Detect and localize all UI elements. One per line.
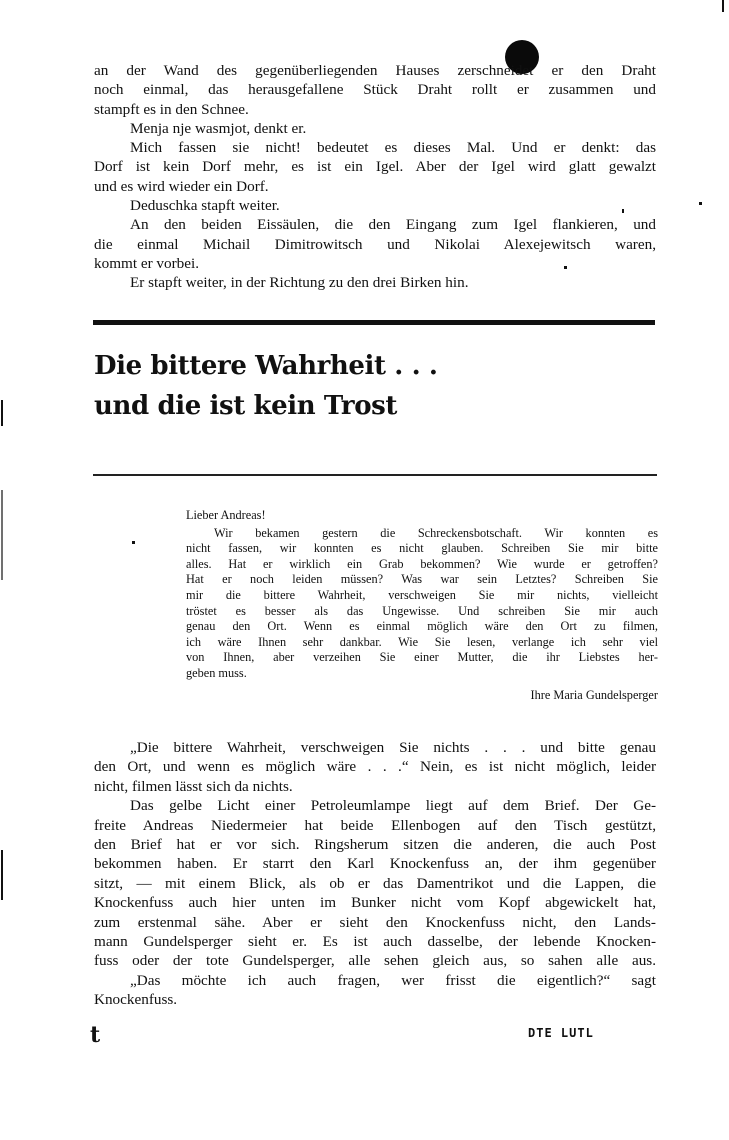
text-line: Das gelbe Licht einer Petroleumlampe liegt auf dem Brief. Der Ge- — [130, 797, 656, 815]
text-line: stampft es in den Schnee. — [94, 100, 249, 118]
edge-mark-left-2 — [1, 490, 3, 580]
bottom-paragraph-1 — [94, 738, 656, 796]
text-line: Menja nje wasmjot, denkt er. — [130, 119, 307, 137]
letter-line: genau den Ort. Wenn es einmal möglich wäre den Ort zu filmen, — [186, 619, 658, 634]
letter-salutation: Lieber Andreas! — [186, 508, 266, 522]
letter-signature: Ihre Maria Gundelsperger — [530, 687, 658, 702]
text-line: „Die bittere Wahrheit, verschweigen Sie nichts . . . und bitte genau — [130, 739, 656, 756]
text-line: Er stapft weiter, in der Richtung zu den drei Birken hin. — [130, 274, 469, 292]
section-rule-thick — [93, 320, 655, 325]
chapter-heading-line-1: Die bittere Wahrheit . . . — [94, 351, 438, 381]
text-line: Deduschka stapft weiter. — [130, 197, 280, 215]
text-line: Knockenfuss auch hier unten im Bunker nicht vom Kopf abgewickelt hat, — [94, 894, 656, 912]
text-line: An den beiden Eissäulen, die den Eingang zum Igel flankieren, und — [130, 216, 656, 234]
letter-line: von Ihnen, aber verzeihen Sie einer Mutter, die ihr Liebstes her- — [186, 650, 658, 665]
bottom-paragraph-3 — [94, 971, 656, 1010]
text-line: den Brief hat er vor sich. Ringsherum sitzen die anderen, die auch Post — [94, 835, 656, 853]
edge-mark-left-1 — [1, 400, 3, 426]
edge-mark-top — [722, 0, 724, 12]
text-line: nicht, filmen lässt sich da nichts. — [94, 777, 293, 795]
top-paragraph-2 — [94, 119, 656, 138]
text-line: und es wird wieder ein Dorf. — [94, 177, 269, 195]
edge-mark-left-3 — [1, 850, 3, 900]
text-line: noch einmal, das herausgefallene Stück Draht rollt er zusammen und — [94, 81, 656, 99]
text-line: bekommen haben. Er starrt den Karl Knockenfuss an, der ihm gegenüber — [94, 855, 656, 873]
top-text-block — [94, 61, 656, 293]
letter-line: mir die bittere Wahrheit, verschweigen Sie mir nichts, vielleicht — [186, 587, 658, 602]
top-paragraph-1 — [94, 61, 656, 119]
text-line: Mich fassen sie nicht! bedeutet es dieses Mal. Und er denkt: das — [130, 139, 656, 157]
bottom-paragraph-2 — [94, 796, 656, 971]
text-line: an der Wand des gegenüberliegenden Hauses zerschneidet er den Draht — [94, 62, 656, 79]
top-paragraph-5 — [94, 215, 656, 273]
text-line: zum erstenmal sähe. Aber er sieht den Knockenfuss nicht, den Lands- — [94, 913, 656, 931]
text-line: „Das möchte ich auch fragen, wer frisst die eigentlich?“ sagt — [130, 971, 656, 989]
speck-1 — [699, 202, 702, 205]
chapter-heading — [94, 346, 654, 426]
top-paragraph-4 — [94, 196, 656, 215]
letter-line: Wir bekamen gestern die Schreckensbotschaft. Wir konnten es — [214, 525, 658, 540]
text-line: mann Gundelsperger sieht er. Es ist auch dasselbe, der lebende Knocken- — [94, 932, 656, 950]
text-line: Knockenfuss. — [94, 991, 178, 1009]
letter-line: tröstet es besser als das Ungewisse. Und schreiben Sie mir auch — [186, 603, 658, 618]
letter-line: ich wäre Ihnen sehr dankbar. Wie Sie lesen, verlange ich sehr viel — [186, 634, 658, 649]
chapter-heading-line-2: und die ist kein Trost — [94, 391, 397, 421]
letter-line: Hat er noch leiden müssen? Was war sein Letztes? Schreiben Sie — [186, 572, 658, 587]
section-rule-thin — [93, 474, 657, 476]
quoted-letter — [186, 508, 658, 703]
text-line: die einmal Michail Dimitrowitsch und Nikolai Alexejewitsch waren, — [94, 235, 656, 253]
bottom-text-block — [94, 738, 656, 1009]
top-paragraph-6 — [94, 273, 656, 292]
text-line: freite Andreas Niedermeier hat beide Ellenbogen auf den Tisch gestützt, — [94, 816, 656, 834]
footer-page-mark: t — [90, 1022, 101, 1048]
text-line: den Ort, und wenn es möglich wäre . . .“ Nein, es ist nicht möglich, leider — [94, 758, 656, 776]
text-line: fuss oder der tote Gundelsperger, alle sehen gleich aus, so sahen alle aus. — [94, 952, 656, 970]
text-line: Dorf ist kein Dorf mehr, es ist ein Igel. Aber der Igel wird glatt gewalzt — [94, 158, 656, 176]
text-line: sitzt, — mit einem Blick, als ob er das Damentrikot und die Lappen, die — [94, 874, 656, 892]
footer-signature-mark: DTE LUTL — [528, 1026, 594, 1040]
text-line: kommt er vorbei. — [94, 254, 200, 272]
letter-line: alles. Hat er wirklich ein Grab bekommen? Wie wurde er getroffen? — [186, 556, 658, 571]
speck-4 — [132, 541, 135, 544]
letter-line: nicht fassen, wir konnten es nicht glauben. Schreiben Sie mir bitte — [186, 541, 658, 556]
letter-line: geben muss. — [186, 665, 247, 680]
top-paragraph-3 — [94, 138, 656, 196]
